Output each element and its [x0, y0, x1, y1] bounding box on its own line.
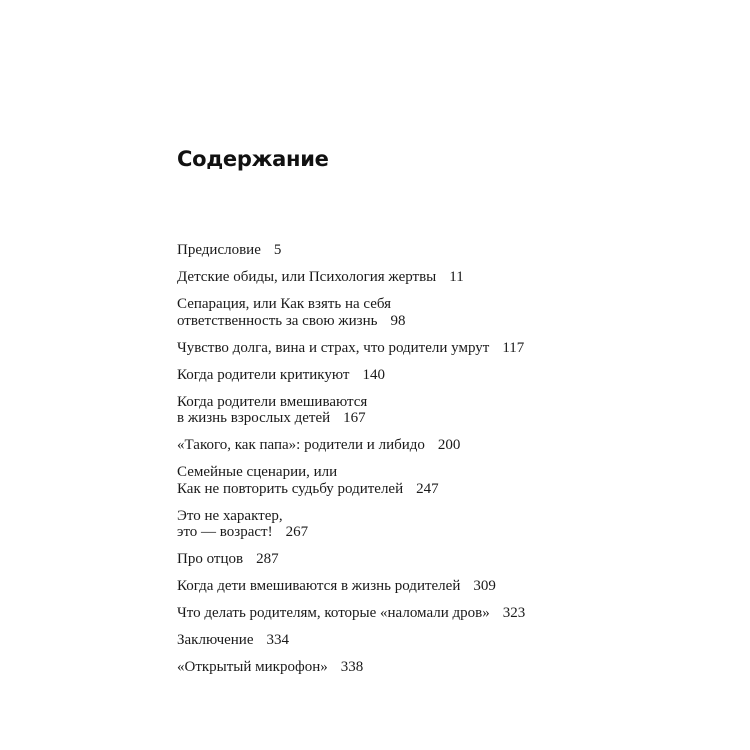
- toc-page-number: 167: [343, 410, 366, 426]
- toc-entry-title: Про отцов: [177, 551, 244, 567]
- toc-page-number: 247: [416, 480, 439, 497]
- toc-page-number: 11: [449, 269, 464, 285]
- toc-entry: [177, 437, 597, 454]
- toc-entry-line: [177, 269, 597, 286]
- toc-entry-line: Это не характер,: [177, 507, 283, 524]
- toc-entry-title: Как не повторить судьбу родителей: [177, 480, 404, 497]
- toc-entry: [177, 605, 597, 622]
- toc-entry-line: [177, 437, 597, 454]
- toc-entry: [177, 340, 597, 357]
- toc-entry-line: [177, 659, 597, 676]
- toc-entry-title: в жизнь взрослых детей: [177, 410, 331, 426]
- toc-page-number: 267: [285, 524, 309, 540]
- toc-entry: [177, 464, 597, 497]
- toc-entry-line: [177, 242, 597, 259]
- toc-page-number: 5: [273, 242, 282, 258]
- toc-entry-line: [177, 340, 597, 357]
- toc-entry: [177, 367, 597, 384]
- toc-entry: [177, 269, 597, 286]
- toc-page-number: 309: [473, 578, 496, 594]
- toc-entry-line: [177, 410, 597, 427]
- toc-entry: [177, 394, 597, 427]
- toc-entry-title: Предисловие: [177, 242, 261, 258]
- toc-entry-title: Заключение: [177, 632, 254, 648]
- toc-entry: [177, 508, 597, 541]
- toc-entry-title: Детские обиды, или Психология жертвы: [177, 269, 437, 285]
- toc-entry-line: [177, 313, 597, 330]
- toc-entry-line: Семейные сценарии, или: [177, 464, 338, 480]
- toc-page-number: 323: [502, 605, 526, 621]
- toc-page-number: 98: [390, 312, 406, 329]
- toc-entry-title: Чувство долга, вина и страх, что родители умрут: [177, 339, 490, 356]
- page-title: Содержание: [177, 147, 329, 171]
- toc-page-number: 287: [256, 551, 279, 567]
- table-of-contents: [177, 242, 597, 686]
- toc-entry: [177, 659, 597, 676]
- toc-entry-title: Когда дети вмешиваются в жизнь родителей: [177, 578, 461, 594]
- toc-page-number: 334: [266, 632, 289, 648]
- toc-entry-line: [177, 524, 597, 541]
- toc-entry: [177, 242, 597, 259]
- toc-entry-line: [177, 551, 597, 568]
- toc-entry: [177, 551, 597, 568]
- toc-entry: [177, 632, 597, 649]
- toc-entry-line: [177, 481, 597, 498]
- toc-page-number: 200: [437, 437, 461, 453]
- toc-entry-line: Сепарация, или Как взять на себя: [177, 296, 392, 312]
- toc-entry-title: «Такого, как папа»: родители и либидо: [177, 437, 425, 453]
- toc-entry-line: [177, 367, 597, 384]
- toc-entry: [177, 578, 597, 595]
- toc-entry: [177, 296, 597, 329]
- toc-entry-title: Когда родители критикуют: [177, 366, 350, 383]
- toc-page-number: 338: [340, 659, 364, 675]
- toc-entry-line: [177, 605, 597, 622]
- toc-entry-line: [177, 578, 597, 595]
- toc-entry-title: это — возраст!: [177, 524, 273, 540]
- toc-entry-title: «Открытый микрофон»: [177, 659, 328, 675]
- toc-entry-title: ответственность за свою жизнь: [177, 312, 378, 329]
- toc-entry-line: [177, 632, 597, 649]
- toc-page-number: 140: [362, 366, 385, 383]
- toc-entry-title: Что делать родителям, которые «наломали дров»: [177, 605, 490, 621]
- toc-page-number: 117: [502, 339, 525, 356]
- toc-entry-line: Когда родители вмешиваются: [177, 393, 368, 410]
